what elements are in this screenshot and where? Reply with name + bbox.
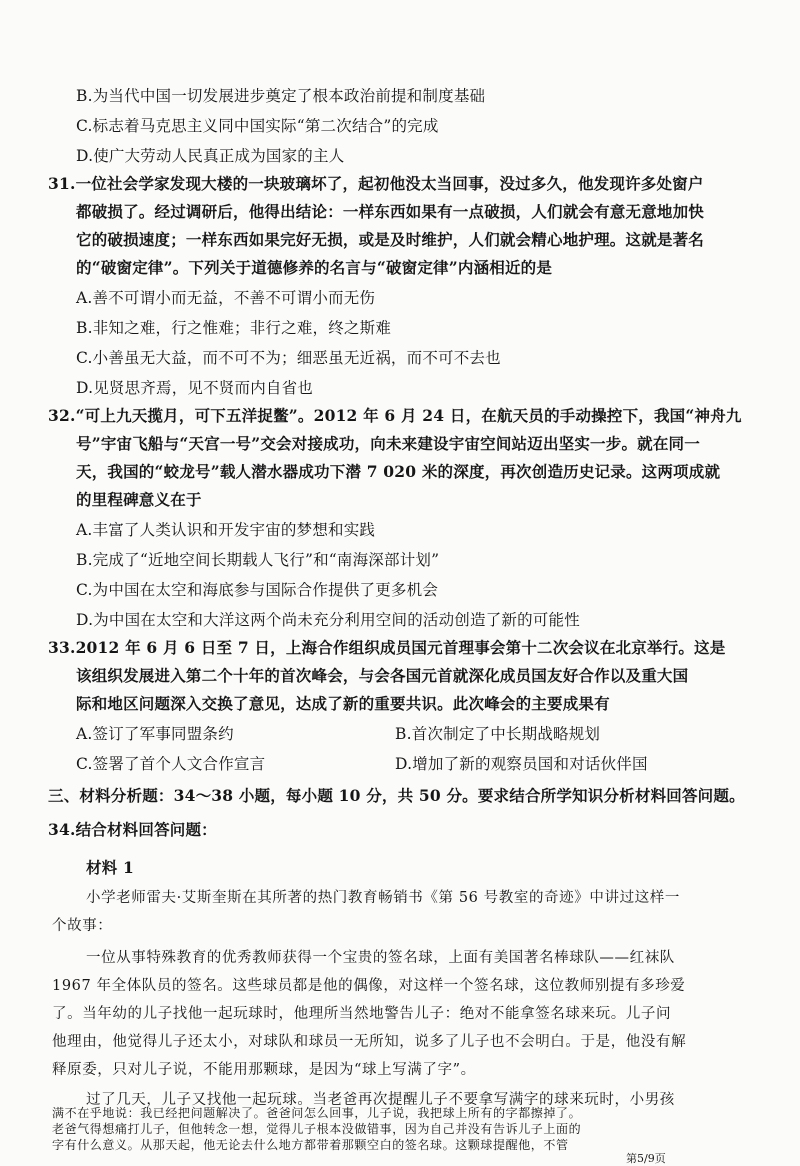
q31-stem-line: 它的破损速度；一样东西如果完好无损，或是及时维护，人们就会精心地护理。这就是著名 [76,230,705,249]
material-line: 释原委，只对儿子说，不能用那颗球，是因为“球上写满了字”。 [52,1062,476,1078]
material-line: 个故事： [52,918,113,934]
q33-stem-line: 该组织发展进入第二个十年的首次峰会，与会各国元首就深化成员国友好合作以及重大国 [76,666,689,685]
material-line: 字有什么意义。从那天起，他无论去什么地方都带着那颗空白的签名球。这颗球提醒他，不管 [52,1138,569,1152]
page-number: 第5/9页 [626,1152,666,1165]
q32-stem-line: 号”宇宙飞船与“天宫一号”交会对接成功，向未来建设宇宙空间站迈出坚实一步。就在同一 [76,434,700,453]
q33-option-d: D.增加了新的观察员国和对话伙伴国 [395,755,648,773]
q31-stem-line: 都破损了。经过调研后，他得出结论：一样东西如果有一点破损，人们就会有意无意地加快 [76,202,705,221]
q34-title: 34.结合材料回答问题： [48,820,217,839]
q32-option-b: B.完成了“近地空间长期载人飞行”和“南海深部计划” [76,551,440,569]
q33-option-b: B.首次制定了中长期战略规划 [395,725,601,743]
q33-stem-line: 际和地区问题深入交换了意见，达成了新的重要共识。此次峰会的主要成果有 [76,694,610,713]
q31-option-d: D.见贤思齐焉，见不贤而内自省也 [76,379,314,397]
material-line: 老爸气得想痛打儿子，但他转念一想，觉得儿子根本没做错事，因为自己并没有告诉儿子上面的 [52,1122,582,1136]
q31-option-a: A.善不可谓小而无益，不善不可谓小而无伤 [76,289,376,307]
q32-stem-line: 的里程碑意义在于 [76,490,202,509]
material-line: 满不在乎地说：我已经把问题解决了。爸爸问怎么回事，儿子说，我把球上所有的字都擦掉了。 [52,1106,582,1120]
q33-option-c: C.签署了首个人文合作宣言 [76,755,266,773]
section-heading: 三、材料分析题：34～38 小题，每小题 10 分，共 50 分。要求结合所学知识分析材料回答问题。 [48,786,745,805]
q32-stem-line: 天，我国的“蛟龙号”载人潜水器成功下潜 7 020 米的深度，再次创造历史记录。这两项成就 [76,462,721,481]
material-line: 了。当年幼的儿子找他一起玩球时，他理所当然地警告儿子：绝对不能拿签名球来玩。儿子问 [52,1006,672,1022]
material-line: 他理由，他觉得儿子还太小，对球队和球员一无所知，说多了儿子也不会明白。于是，他没有解 [52,1034,687,1050]
q31-stem-line: 31.一位社会学家发现大楼的一块玻璃坏了，起初他没太当回事，没过多久，他发现许多处窗户 [48,174,704,193]
q31-option-c: C.小善虽无大益，而不可不为；细恶虽无近祸，而不可不去也 [76,349,501,367]
q30-option-d: D.使广大劳动人民真正成为国家的主人 [76,147,345,165]
q31-stem-line: 的“破窗定律”。下列关于道德修养的名言与“破窗定律”内涵相近的是 [76,258,553,277]
q32-option-a: A.丰富了人类认识和开发宇宙的梦想和实践 [76,521,376,539]
q30-option-b: B.为当代中国一切发展进步奠定了根本政治前提和制度基础 [76,87,486,105]
q33-option-a: A.签订了军事同盟条约 [76,725,234,743]
material-line: 过了几天，儿子又找他一起玩球。当老爸再次提醒儿子不要拿写满字的球来玩时，小男孩 [86,1092,675,1108]
q33-stem-line: 33.2012 年 6 月 6 日至 7 日，上海合作组织成员国元首理事会第十二次会议在北京举行。这是 [48,638,726,657]
q32-option-c: C.为中国在太空和海底参与国际合作提供了更多机会 [76,581,439,599]
q30-option-c: C.标志着马克思主义同中国实际“第二次结合”的完成 [76,117,439,135]
material-line: 一位从事特殊教育的优秀教师获得一个宝贵的签名球，上面有美国著名棒球队——红袜队 [86,950,675,966]
q32-stem-line: 32.“可上九天揽月，可下五洋捉鳖”。2012 年 6 月 24 日，在航天员的手动操控下，我国“神舟九 [48,406,742,425]
material-line: 1967 年全体队员的签名。这些球员都是他的偶像，对这样一个签名球，这位教师别提有多珍爱 [52,978,686,994]
material-line: 小学老师雷夫·艾斯奎斯在其所著的热门教育畅销书《第 56 号教室的奇迹》中讲过这样一 [86,890,680,906]
material-label: 材料 1 [86,858,134,877]
q32-option-d: D.为中国在太空和大洋这两个尚未充分利用空间的活动创造了新的可能性 [76,611,580,629]
q31-option-b: B.非知之难，行之惟难；非行之难，终之斯难 [76,319,392,337]
